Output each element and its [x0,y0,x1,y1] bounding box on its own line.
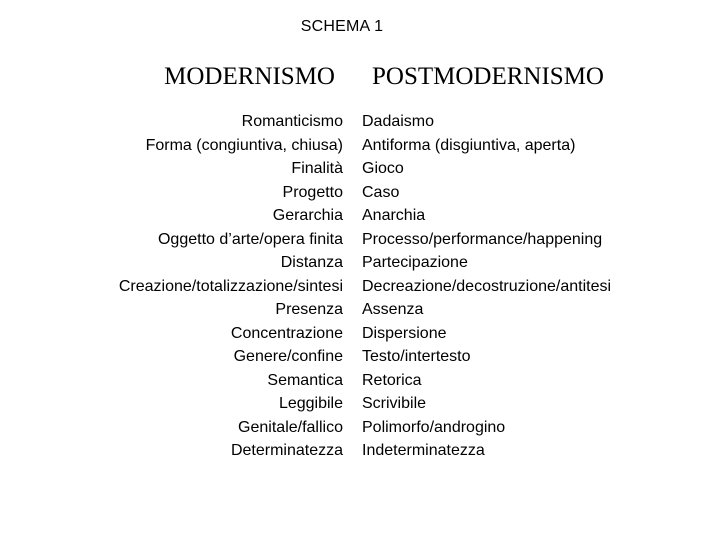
modernismo-item: Concentrazione [230,324,343,342]
postmodernismo-item: Antiforma (disgiuntiva, aperta) [362,136,576,154]
postmodernismo-item: Processo/performance/happening [362,230,603,248]
modernismo-item: Determinatezza [230,442,343,459]
modernismo-item: Creazione/totalizzazione/sintesi [118,277,343,295]
modernismo-item: Finalità [291,160,343,177]
heading-modernismo: MODERNISMO [164,63,335,90]
modernismo-item: Genitale/fallico [238,418,343,436]
postmodernismo-item: Assenza [362,301,424,318]
modernismo-item: Leggibile [278,395,343,412]
modernismo-item: Gerarchia [272,207,343,224]
modernismo-item: Romanticismo [241,113,343,130]
modernismo-item: Oggetto d’arte/opera finita [157,230,343,248]
postmodernismo-item: Anarchia [362,207,426,224]
postmodernismo-item: Retorica [362,371,422,389]
modernismo-item: Presenza [275,301,343,318]
postmodernismo-item: Polimorfo/androgino [362,418,506,436]
heading-postmodernismo: POSTMODERNISMO [372,63,604,90]
postmodernismo-item: Gioco [362,160,404,177]
postmodernismo-item: Dadaismo [362,113,435,130]
modernismo-item: Distanza [280,254,343,271]
postmodernismo-item: Testo/intertesto [362,348,471,365]
modernismo-item: Progetto [282,183,343,201]
postmodernismo-column [362,110,611,463]
page-title: SCHEMA 1 [300,18,384,35]
postmodernismo-item: Partecipazione [362,254,468,271]
postmodernismo-item: Indeterminatezza [362,442,485,459]
modernismo-column [119,110,343,463]
postmodernismo-item: Decreazione/decostruzione/antitesi [362,277,612,295]
postmodernismo-item: Scrivibile [362,395,427,412]
modernismo-item: Genere/confine [233,348,343,365]
postmodernismo-item: Dispersione [362,324,447,342]
modernismo-item: Forma (congiuntiva, chiusa) [145,136,343,154]
postmodernismo-item: Caso [362,183,400,201]
modernismo-item: Semantica [267,371,343,389]
